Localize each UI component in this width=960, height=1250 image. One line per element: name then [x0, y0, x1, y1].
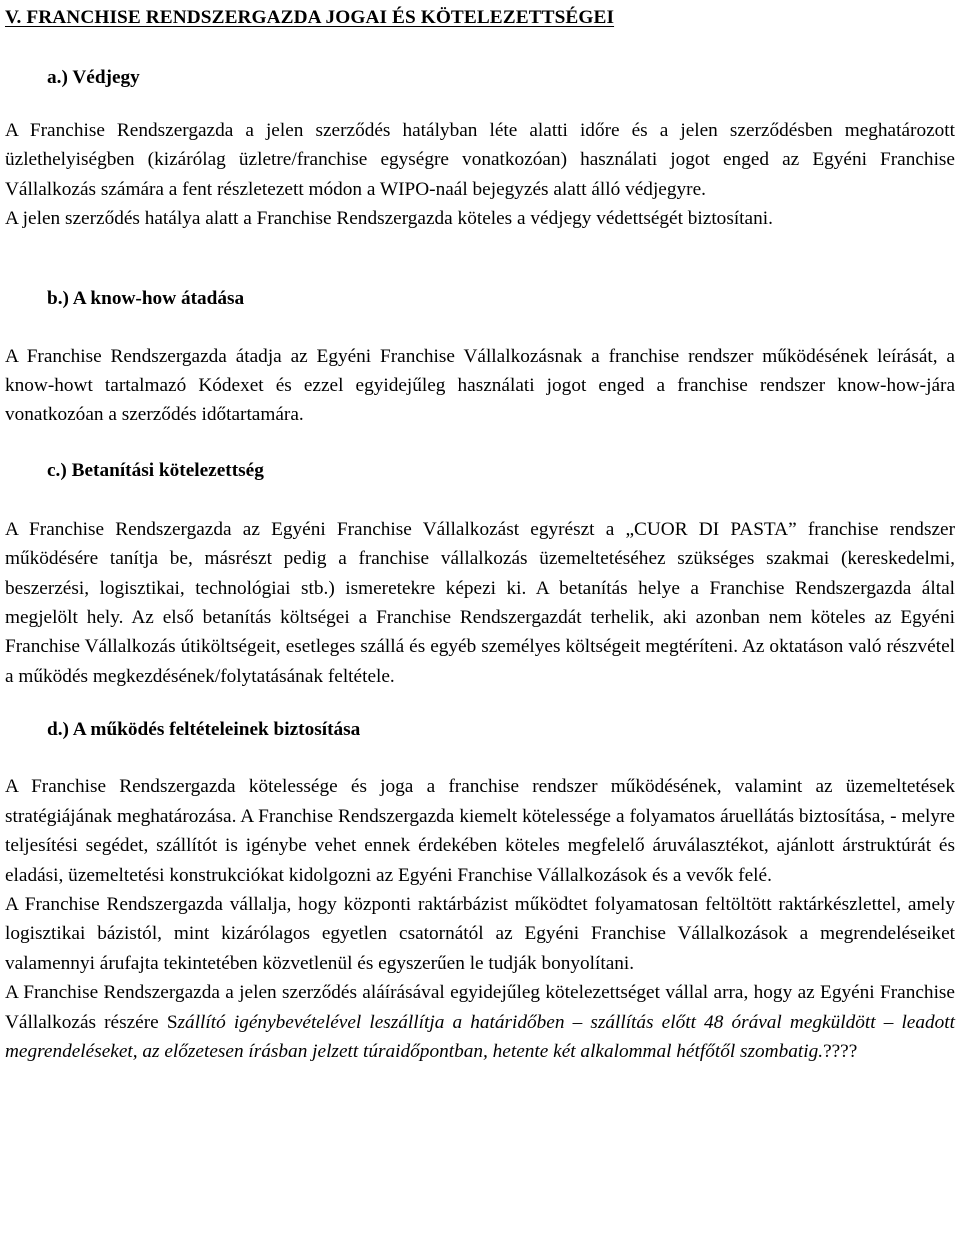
section-d-paragraph-3 [5, 978, 955, 1066]
section-d-paragraph-3-plain: A Franchise Rendszergazda a jelen szerződés aláírásával egyidejűleg kötelezettséget vállal arra, hogy az Egyéni Franchise Vállalkozás részére S [5, 982, 955, 1033]
section-d-paragraph-3-tail: ???? [823, 1040, 858, 1062]
section-heading-know-how: b.) A know-how átadása [47, 287, 245, 309]
section-d-paragraph-1: A Franchise Rendszergazda kötelessége és joga a franchise rendszer működésének, valamint az üzemeltetések stratégiájának meghatározása. A Franchise Rendszergazda kiemelt kötelessége a folyamatos áruellátás biztosítása, - melyre teljesítési segédet, szállítót is igénybe vehet ennek érdekében köteles megfelelő áruválasztékot, ajánlott árstruktúrát és eladási, üzemeltetési konstrukciókat kidolgozni az Egyéni Franchise Vállalkozások és a vevők felé. [5, 776, 955, 886]
section-d-paragraph-3-italic: zállító igénybevételével leszállítja a határidőben – szállítás előtt 48 órával megküldött – leadott megrendeléseket, az előzetesen írásban jelzett túraidőpontban, hetente két alkalommal hétfőtől szombatig. [5, 1011, 956, 1062]
section-a-paragraph-1: A Franchise Rendszergazda a jelen szerződés hatályban léte alatti időre és a jelen szerződésben meghatározott üzlethelyiségben (kizárólag üzletre/franchise egységre vonatkozóan) használati jogot enged az Egyéni Franchise Vállalkozás számára a fent részletezett módon a WIPO-naál bejegyzés alatt álló védjegyre. [5, 120, 955, 200]
section-c-paragraph-1: A Franchise Rendszergazda az Egyéni Franchise Vállalkozást egyrészt a „CUOR DI PASTA” franchise rendszer működésére tanítja be, másrészt pedig a franchise vállalkozás üzemeltetéséhez szükséges szakmai (kereskedelmi, beszerzési, logisztikai, technológiai stb.) ismeretekre képezi ki. A betanítás helye a Franchise Rendszergazda által megjelölt hely. Az első betanítás költségei a Franchise Rendszergazdát terhelik, aki azonban nem köteles az Egyéni Franchise Vállalkozás útiköltségeit, esetleges szállá és egyéb személyes költségeit megtéríteni. Az oktatáson való részvétel a működés megkezdésének/folytatásának feltétele. [5, 518, 955, 687]
document-page [5, 0, 955, 1066]
chapter-title: V. FRANCHISE RENDSZERGAZDA JOGAI ÉS KÖTELEZETTSÉGEI [5, 7, 615, 28]
section-heading-betanitas: c.) Betanítási kötelezettség [47, 459, 264, 481]
section-heading-vedjegy: a.) Védjegy [47, 67, 140, 88]
section-d-paragraph-2: A Franchise Rendszergazda vállalja, hogy központi raktárbázist működtet folyamatosan feltöltött raktárkészlettel, amely logisztikai bázistól, mint kizárólagos egyetlen csatornától az Egyéni Franchise Vállalkozások a megrendeléseiket valamennyi árufajta tekintetében közvetlenül és egyszerűen le tudják bonyolítani. [5, 893, 955, 974]
section-heading-mukodes: d.) A működés feltételeinek biztosítása [47, 719, 361, 741]
section-b-paragraph-1: A Franchise Rendszergazda átadja az Egyéni Franchise Vállalkozásnak a franchise rendszer működésének leírását, a know-howt tartalmazó Kódexet és ezzel egyidejűleg használati jogot enged a franchise rendszer know-how-jára vonatkozóan a szerződés időtartamára. [5, 345, 955, 426]
section-a-paragraph-2: A jelen szerződés hatálya alatt a Franchise Rendszergazda köteles a védjegy védettségét biztosítani. [5, 208, 773, 230]
